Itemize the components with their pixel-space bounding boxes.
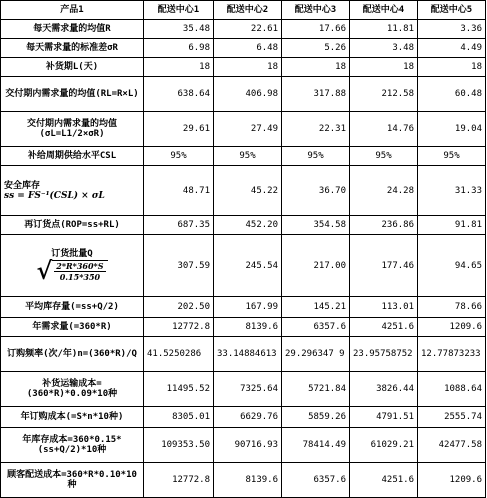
table-row bbox=[1, 112, 486, 147]
row-label: 年订购成本(=S*n*10种) bbox=[1, 407, 144, 428]
safety-stock-formula: ss = FS⁻¹(CSL) × σL bbox=[4, 190, 105, 201]
value-cell: 60.48 bbox=[418, 77, 486, 112]
value-cell: 6.98 bbox=[144, 39, 214, 58]
value-cell: 4791.51 bbox=[350, 407, 418, 428]
value-cell: 36.70 bbox=[282, 166, 350, 216]
table-row bbox=[1, 20, 486, 39]
row-label: 订购频率(次/年)n=(360*R)/Q bbox=[1, 337, 144, 372]
value-cell: 8305.01 bbox=[144, 407, 214, 428]
value-cell: 212.58 bbox=[350, 77, 418, 112]
value-cell: 45.22 bbox=[214, 166, 282, 216]
value-cell: 8139.6 bbox=[214, 318, 282, 337]
row-label: 每天需求量的标准差σR bbox=[1, 39, 144, 58]
table-row bbox=[1, 463, 486, 498]
value-cell: 22.31 bbox=[282, 112, 350, 147]
value-cell: 638.64 bbox=[144, 77, 214, 112]
table-row bbox=[1, 58, 486, 77]
value-cell: 18 bbox=[214, 58, 282, 77]
table-row bbox=[1, 372, 486, 407]
value-cell: 95% bbox=[214, 147, 282, 166]
row-label: 再订货点(ROP=ss+RL) bbox=[1, 216, 144, 235]
value-cell: 14.76 bbox=[350, 112, 418, 147]
value-cell: 245.54 bbox=[214, 235, 282, 297]
table-row bbox=[1, 147, 486, 166]
value-cell: 1209.6 bbox=[418, 463, 486, 498]
row-label bbox=[1, 166, 144, 216]
value-cell: 35.48 bbox=[144, 20, 214, 39]
value-cell: 78.66 bbox=[418, 297, 486, 318]
value-cell: 27.49 bbox=[214, 112, 282, 147]
table-row bbox=[1, 166, 486, 216]
value-cell: 113.01 bbox=[350, 297, 418, 318]
value-cell: 5859.26 bbox=[282, 407, 350, 428]
value-cell: 4.49 bbox=[418, 39, 486, 58]
value-cell: 202.50 bbox=[144, 297, 214, 318]
value-cell: 2555.74 bbox=[418, 407, 486, 428]
table-row bbox=[1, 216, 486, 235]
value-cell: 4251.6 bbox=[350, 318, 418, 337]
row-label: 交付期内需求量的均值(RL=R×L) bbox=[1, 77, 144, 112]
row-label: 年需求量(=360*R) bbox=[1, 318, 144, 337]
value-cell: 6.48 bbox=[214, 39, 282, 58]
row-label: 补货运输成本=(360*R)*0.09*10种 bbox=[1, 372, 144, 407]
row-label: 交付期内需求量的均值(σL=L1/2×σR) bbox=[1, 112, 144, 147]
row-label bbox=[1, 235, 144, 297]
value-cell: 41.5250286 bbox=[144, 337, 214, 372]
table-row bbox=[1, 407, 486, 428]
value-cell: 6357.6 bbox=[282, 318, 350, 337]
value-cell: 7325.64 bbox=[214, 372, 282, 407]
value-cell: 167.99 bbox=[214, 297, 282, 318]
value-cell: 5721.84 bbox=[282, 372, 350, 407]
value-cell: 95% bbox=[350, 147, 418, 166]
value-cell: 17.66 bbox=[282, 20, 350, 39]
value-cell: 19.04 bbox=[418, 112, 486, 147]
value-cell: 31.33 bbox=[418, 166, 486, 216]
value-cell: 687.35 bbox=[144, 216, 214, 235]
value-cell: 33.14884613 bbox=[214, 337, 282, 372]
sqrt-icon: √ bbox=[36, 255, 53, 285]
table-row bbox=[1, 297, 486, 318]
row-label: 平均库存量(=ss+Q/2) bbox=[1, 297, 144, 318]
value-cell: 452.20 bbox=[214, 216, 282, 235]
value-cell: 3826.44 bbox=[350, 372, 418, 407]
value-cell: 29.61 bbox=[144, 112, 214, 147]
value-cell: 317.88 bbox=[282, 77, 350, 112]
value-cell: 4251.6 bbox=[350, 463, 418, 498]
row-label: 顾客配送成本=360*R*0.10*10种 bbox=[1, 463, 144, 498]
value-cell: 24.28 bbox=[350, 166, 418, 216]
table-row bbox=[1, 337, 486, 372]
header-cell-center-5: 配送中心5 bbox=[418, 1, 486, 20]
value-cell: 109353.50 bbox=[144, 428, 214, 463]
value-cell: 406.98 bbox=[214, 77, 282, 112]
value-cell: 12772.8 bbox=[144, 463, 214, 498]
value-cell: 18 bbox=[282, 58, 350, 77]
value-cell: 11.81 bbox=[350, 20, 418, 39]
table-row bbox=[1, 77, 486, 112]
header-row bbox=[1, 1, 486, 20]
value-cell: 6629.76 bbox=[214, 407, 282, 428]
value-cell: 18 bbox=[144, 58, 214, 77]
value-cell: 307.59 bbox=[144, 235, 214, 297]
value-cell: 354.58 bbox=[282, 216, 350, 235]
order-quantity-formula bbox=[36, 255, 107, 285]
value-cell: 1088.64 bbox=[418, 372, 486, 407]
value-cell: 217.00 bbox=[282, 235, 350, 297]
table-row bbox=[1, 318, 486, 337]
table-row bbox=[1, 428, 486, 463]
value-cell: 6357.6 bbox=[282, 463, 350, 498]
value-cell: 78414.49 bbox=[282, 428, 350, 463]
value-cell: 145.21 bbox=[282, 297, 350, 318]
value-cell: 95% bbox=[144, 147, 214, 166]
header-cell-center-1: 配送中心1 bbox=[144, 1, 214, 20]
value-cell: 1209.6 bbox=[418, 318, 486, 337]
value-cell: 42477.58 bbox=[418, 428, 486, 463]
value-cell: 18 bbox=[350, 58, 418, 77]
value-cell: 23.95758752 bbox=[350, 337, 418, 372]
value-cell: 5.26 bbox=[282, 39, 350, 58]
value-cell: 61029.21 bbox=[350, 428, 418, 463]
header-cell-center-2: 配送中心2 bbox=[214, 1, 282, 20]
value-cell: 48.71 bbox=[144, 166, 214, 216]
value-cell: 22.61 bbox=[214, 20, 282, 39]
header-cell-product: 产品1 bbox=[1, 1, 144, 20]
header-cell-center-3: 配送中心3 bbox=[282, 1, 350, 20]
value-cell: 94.65 bbox=[418, 235, 486, 297]
safety-stock-label: 安全库存 bbox=[4, 180, 41, 191]
value-cell: 90716.93 bbox=[214, 428, 282, 463]
value-cell: 177.46 bbox=[350, 235, 418, 297]
table-row bbox=[1, 39, 486, 58]
row-label: 年库存成本=360*0.15*(ss+Q/2)*10种 bbox=[1, 428, 144, 463]
value-cell: 18 bbox=[418, 58, 486, 77]
table-row bbox=[1, 235, 486, 297]
row-label: 补给周期供给水平CSL bbox=[1, 147, 144, 166]
order-quantity-label: 订货批量Q bbox=[51, 248, 93, 259]
value-cell: 12.77873233 bbox=[418, 337, 486, 372]
value-cell: 3.48 bbox=[350, 39, 418, 58]
formula-denominator: 0.15*350 bbox=[59, 271, 101, 282]
value-cell: 12772.8 bbox=[144, 318, 214, 337]
header-cell-center-4: 配送中心4 bbox=[350, 1, 418, 20]
value-cell: 91.81 bbox=[418, 216, 486, 235]
row-label: 补货期L(天) bbox=[1, 58, 144, 77]
formula-numerator: 2*R*360*S bbox=[56, 260, 104, 271]
value-cell: 95% bbox=[418, 147, 486, 166]
row-label: 每天需求量的均值R bbox=[1, 20, 144, 39]
value-cell: 29.296347 9 bbox=[282, 337, 350, 372]
value-cell: 11495.52 bbox=[144, 372, 214, 407]
value-cell: 3.36 bbox=[418, 20, 486, 39]
value-cell: 95% bbox=[282, 147, 350, 166]
value-cell: 236.86 bbox=[350, 216, 418, 235]
value-cell: 8139.6 bbox=[214, 463, 282, 498]
